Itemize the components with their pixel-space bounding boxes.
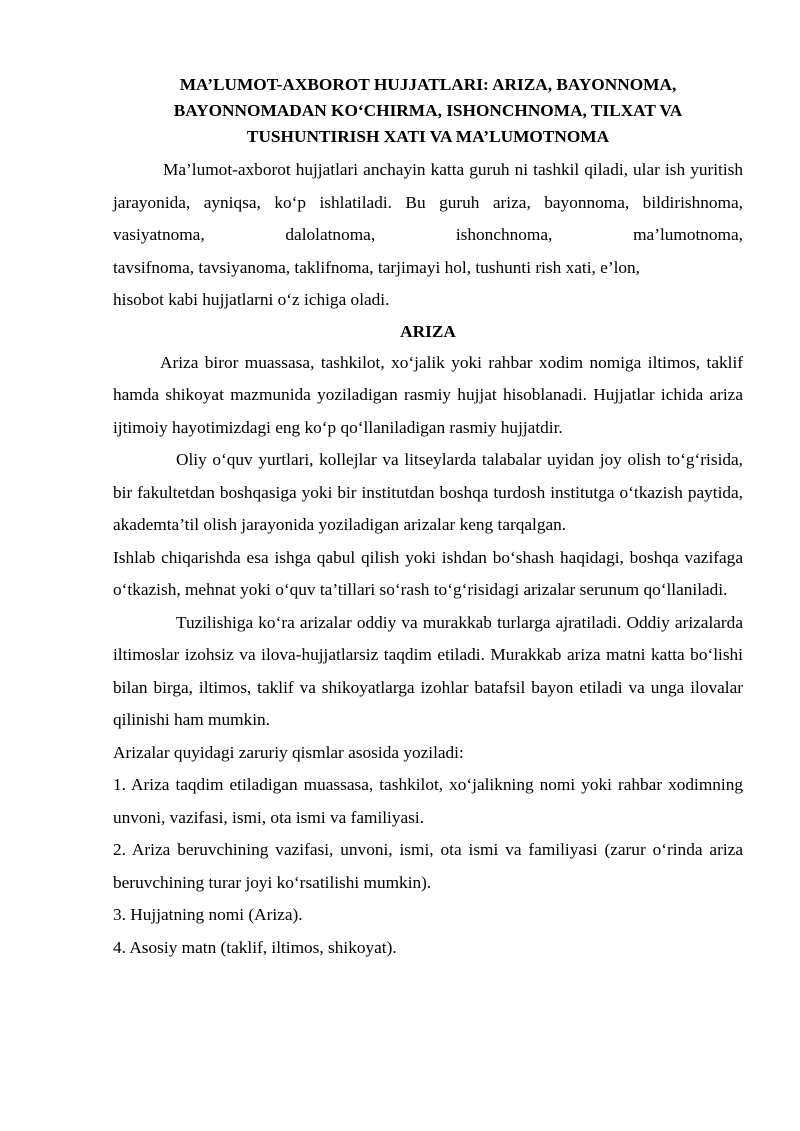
title-line: TUSHUNTIRISH XATI VA MA’LUMOTNOMA bbox=[246, 127, 610, 146]
paragraph-parts-intro: Arizalar quyidagi zaruriy qismlar asosida yoziladi: bbox=[113, 742, 464, 762]
title-line: MA’LUMOT-AXBOROT HUJJATLARI: ARIZA, BAYONNOMA, bbox=[179, 75, 677, 94]
list-item: 2. Ariza beruvchining vazifasi, unvoni, ismi, ota ismi va familiyasi (zarur o‘rinda ariza beruvchining turar joyi ko‘rsatilishi mumkin). bbox=[113, 840, 743, 892]
intro-line: tavsifnoma, tavsiyanoma, taklifnoma, tarjimayi hol, tushunti rish xati, e’lon, bbox=[113, 257, 640, 277]
section-heading: ARIZA bbox=[400, 321, 456, 341]
list-item: 4. Asosiy matn (taklif, iltimos, shikoyat). bbox=[113, 937, 397, 957]
intro-line: hisobot kabi hujjatlarni o‘z ichiga oladi. bbox=[113, 290, 390, 309]
document-page bbox=[113, 72, 743, 964]
paragraph-production: Ishlab chiqarishda esa ishga qabul qilish yoki ishdan bo‘shash haqidagi, boshqa vazifaga o‘tkazish, mehnat yoki o‘quv ta’tillari so‘rash to‘g‘risidagi arizalar serunum qo‘llaniladi. bbox=[113, 547, 743, 599]
paragraph-education: Oliy o‘quv yurtlari, kollejlar va litseylarda talabalar uyidan joy olish to‘g‘risida, bir fakultetdan boshqasiga yoki bir institutdan boshqa turdosh institutga o‘tkazish paytida, akademta’til olish jarayonida yoziladigan arizalar keng tarqalgan. bbox=[113, 450, 743, 534]
intro-paragraph bbox=[113, 154, 743, 317]
list-item: 3. Hujjatning nomi (Ariza). bbox=[113, 905, 303, 924]
list-item: 1. Ariza taqdim etiladigan muassasa, tashkilot, xo‘jalikning nomi yoki rahbar xodimning unvoni, vazifasi, ismi, ota ismi va familiyasi. bbox=[113, 775, 743, 827]
paragraph-definition: Ariza biror muassasa, tashkilot, xo‘jalik yoki rahbar xodim nomiga iltimos, taklif hamda shikoyat mazmunida yoziladigan rasmiy hujjat hisoblanadi. Hujjatlar ichida ariza ijtimoiy hayotimizdagi eng ko‘p qo‘llaniladigan rasmiy hujjatdir. bbox=[113, 352, 743, 437]
paragraph-structure: Tuzilishiga ko‘ra arizalar oddiy va murakkab turlarga ajratiladi. Oddiy arizalarda iltimoslar izohsiz va ilova-hujjatlarsiz taqdim etiladi. Murakkab ariza matni katta bo‘lishi bilan birga, iltimos, taklif va shikoyatlarga izohlar batafsil bayon etiladi va unga ilovalar qilinishi ham mumkin. bbox=[113, 612, 743, 729]
intro-text: Ma’lumot-axborot hujjatlari anchayin katta guruh ni tashkil qiladi, ular ish yuritish jarayonida, ayniqsa, ko‘p ishlatiladi. Bu guruh ariza, bayonnoma, bildirishnoma, vasiyatnoma, dalolatnoma, ishonchnoma, ma’lumotnoma, bbox=[113, 160, 743, 244]
title-line: BAYONNOMADAN KO‘CHIRMA, ISHONCHNOMA, TILXAT VA bbox=[173, 101, 683, 120]
document-title bbox=[113, 72, 743, 150]
